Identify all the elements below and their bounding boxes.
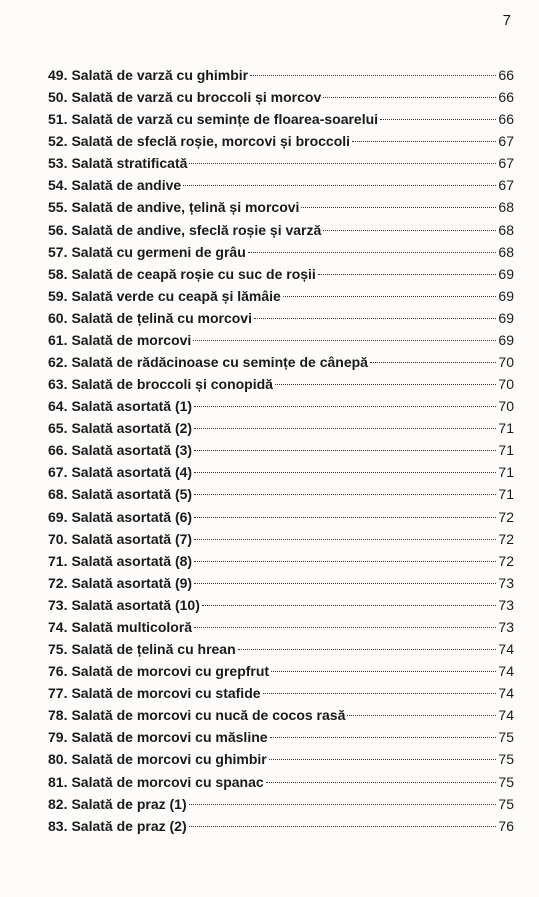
dot-leader bbox=[266, 782, 497, 783]
toc-entry-title: Salată asortată (10) bbox=[71, 596, 200, 613]
toc-entry-number: 57. bbox=[48, 243, 68, 260]
toc-entry-title: Salată de morcovi bbox=[71, 331, 192, 348]
toc-entry-page: 67 bbox=[498, 133, 514, 150]
toc-entry-page: 68 bbox=[498, 243, 514, 260]
toc-entry-page: 73 bbox=[498, 618, 514, 635]
toc-entry-title: Salată asortată (6) bbox=[71, 508, 193, 525]
dot-leader bbox=[271, 671, 496, 672]
toc-entry bbox=[48, 726, 514, 748]
toc-entry-number: 70. bbox=[48, 530, 68, 547]
toc-entry-title: Salată de praz (2) bbox=[71, 817, 187, 834]
toc-entry-page: 70 bbox=[498, 398, 514, 415]
toc-entry-number: 78. bbox=[48, 707, 68, 724]
dot-leader bbox=[194, 406, 496, 407]
dot-leader bbox=[352, 141, 496, 142]
toc-entry bbox=[48, 395, 514, 417]
toc-entry-number: 61. bbox=[48, 331, 68, 348]
toc-entry-page: 75 bbox=[498, 751, 514, 768]
toc-entry-number: 60. bbox=[48, 309, 68, 326]
toc-entry-title: Salată verde cu ceapă și lămâie bbox=[71, 287, 281, 304]
toc-entry bbox=[48, 528, 514, 550]
dot-leader bbox=[318, 274, 497, 275]
toc-entry-number: 71. bbox=[48, 552, 68, 569]
toc-entry-page: 69 bbox=[498, 265, 514, 282]
toc-entry-number: 80. bbox=[48, 751, 68, 768]
dot-leader bbox=[250, 75, 496, 76]
toc-entry-page: 73 bbox=[498, 596, 514, 613]
toc-entry-title: Salată asortată (2) bbox=[71, 420, 193, 437]
toc-entry-title: Salată stratificată bbox=[71, 155, 188, 172]
toc-entry bbox=[48, 86, 514, 108]
toc-entry-title: Salată asortată (7) bbox=[71, 530, 193, 547]
toc-entry bbox=[48, 682, 514, 704]
toc-entry-page: 70 bbox=[498, 354, 514, 371]
toc-entry bbox=[48, 660, 514, 682]
toc-entry-title: Salată asortată (4) bbox=[71, 464, 193, 481]
dot-leader bbox=[254, 318, 496, 319]
dot-leader bbox=[269, 759, 497, 760]
dot-leader bbox=[283, 296, 497, 297]
dot-leader bbox=[193, 340, 496, 341]
toc-entry-title: Salată de morcovi cu stafide bbox=[71, 685, 261, 702]
toc-entry bbox=[48, 439, 514, 461]
dot-leader bbox=[194, 539, 496, 540]
toc-entry-number: 69. bbox=[48, 508, 68, 525]
toc-entry bbox=[48, 241, 514, 263]
toc-entry-title: Salată de praz (1) bbox=[71, 795, 187, 812]
dot-leader bbox=[189, 163, 496, 164]
toc-entry-title: Salată de varză cu broccoli și morcov bbox=[71, 89, 322, 106]
toc-entry bbox=[48, 130, 514, 152]
toc-entry bbox=[48, 793, 514, 815]
toc-entry bbox=[48, 638, 514, 660]
toc-entry-page: 72 bbox=[498, 508, 514, 525]
toc-entry-title: Salată de varză cu ghimbir bbox=[71, 67, 249, 83]
dot-leader bbox=[194, 627, 496, 628]
dot-leader bbox=[194, 428, 496, 429]
dot-leader bbox=[323, 230, 496, 231]
toc-entry-title: Salată de andive, sfeclă roșie și varză bbox=[71, 221, 322, 238]
dot-leader bbox=[380, 119, 496, 120]
toc-entry bbox=[48, 152, 514, 174]
dot-leader bbox=[194, 450, 496, 451]
table-of-contents bbox=[48, 64, 514, 837]
dot-leader bbox=[270, 737, 497, 738]
toc-entry-page: 71 bbox=[498, 486, 514, 503]
dot-leader bbox=[194, 494, 496, 495]
toc-entry bbox=[48, 704, 514, 726]
toc-entry bbox=[48, 771, 514, 793]
toc-entry bbox=[48, 417, 514, 439]
dot-leader bbox=[347, 715, 496, 716]
toc-entry-title: Salată asortată (3) bbox=[71, 442, 193, 459]
toc-entry-page: 71 bbox=[498, 464, 514, 481]
toc-entry bbox=[48, 329, 514, 351]
toc-entry-title: Salată de andive bbox=[71, 177, 182, 194]
toc-entry-page: 74 bbox=[498, 641, 514, 658]
toc-entry-page: 68 bbox=[498, 199, 514, 216]
dot-leader bbox=[194, 583, 496, 584]
toc-entry-title: Salată asortată (5) bbox=[71, 486, 193, 503]
toc-entry bbox=[48, 594, 514, 616]
toc-entry-page: 72 bbox=[498, 530, 514, 547]
toc-entry bbox=[48, 219, 514, 241]
toc-entry-number: 52. bbox=[48, 133, 68, 150]
toc-entry-number: 74. bbox=[48, 618, 68, 635]
toc-entry-number: 68. bbox=[48, 486, 68, 503]
toc-entry-title: Salată asortată (9) bbox=[71, 574, 193, 591]
toc-entry-number: 62. bbox=[48, 354, 68, 371]
toc-entry-number: 49. bbox=[48, 67, 68, 83]
toc-entry-title: Salată cu germeni de grâu bbox=[71, 243, 246, 260]
toc-entry bbox=[48, 616, 514, 638]
toc-entry-number: 65. bbox=[48, 420, 68, 437]
toc-entry-page: 75 bbox=[498, 729, 514, 746]
toc-entry bbox=[48, 108, 514, 130]
toc-entry-number: 83. bbox=[48, 817, 68, 834]
toc-entry bbox=[48, 174, 514, 196]
toc-entry bbox=[48, 461, 514, 483]
toc-entry-number: 82. bbox=[48, 795, 68, 812]
toc-entry bbox=[48, 506, 514, 528]
toc-entry bbox=[48, 196, 514, 218]
toc-entry-number: 54. bbox=[48, 177, 68, 194]
dot-leader bbox=[301, 207, 496, 208]
toc-entry-number: 63. bbox=[48, 376, 68, 393]
toc-entry-page: 69 bbox=[498, 287, 514, 304]
dot-leader bbox=[189, 826, 497, 827]
toc-entry-page: 71 bbox=[498, 420, 514, 437]
toc-entry bbox=[48, 748, 514, 770]
dot-leader bbox=[275, 384, 496, 385]
toc-entry-page: 71 bbox=[498, 442, 514, 459]
toc-entry-title: Salată de morcovi cu măsline bbox=[71, 729, 268, 746]
toc-entry-number: 72. bbox=[48, 574, 68, 591]
toc-entry-title: Salată de ceapă roșie cu suc de roșii bbox=[71, 265, 316, 282]
toc-entry-number: 81. bbox=[48, 773, 68, 790]
toc-entry-number: 79. bbox=[48, 729, 68, 746]
toc-entry-title: Salată de varză cu semințe de floarea-soarelui bbox=[71, 111, 379, 128]
toc-entry-page: 67 bbox=[498, 177, 514, 194]
toc-entry-page: 69 bbox=[498, 309, 514, 326]
toc-entry-number: 73. bbox=[48, 596, 68, 613]
toc-entry-title: Salată de andive, țelină și morcovi bbox=[71, 199, 300, 216]
toc-entry-number: 56. bbox=[48, 221, 68, 238]
dot-leader bbox=[323, 97, 496, 98]
dot-leader bbox=[194, 517, 496, 518]
toc-entry bbox=[48, 572, 514, 594]
toc-entry-number: 59. bbox=[48, 287, 68, 304]
toc-entry-page: 66 bbox=[498, 67, 514, 83]
page-number: 7 bbox=[502, 12, 511, 29]
toc-entry-title: Salată de morcovi cu grepfrut bbox=[71, 663, 270, 680]
toc-entry-number: 58. bbox=[48, 265, 68, 282]
dot-leader bbox=[238, 649, 497, 650]
toc-entry-page: 66 bbox=[498, 111, 514, 128]
toc-entry-title: Salată de țelină cu hrean bbox=[71, 641, 236, 658]
toc-entry bbox=[48, 351, 514, 373]
toc-entry bbox=[48, 550, 514, 572]
dot-leader bbox=[263, 693, 497, 694]
toc-entry-page: 74 bbox=[498, 685, 514, 702]
toc-entry-number: 77. bbox=[48, 685, 68, 702]
toc-entry-title: Salată de sfeclă roșie, morcovi și broccoli bbox=[71, 133, 351, 150]
dot-leader bbox=[189, 804, 497, 805]
toc-entry-title: Salată multicoloră bbox=[71, 618, 193, 635]
dot-leader bbox=[183, 185, 496, 186]
toc-entry-page: 74 bbox=[498, 707, 514, 724]
toc-entry-number: 50. bbox=[48, 89, 68, 106]
toc-entry-page: 74 bbox=[498, 663, 514, 680]
toc-entry-page: 72 bbox=[498, 552, 514, 569]
toc-entry-number: 66. bbox=[48, 442, 68, 459]
toc-entry-page: 73 bbox=[498, 574, 514, 591]
toc-entry bbox=[48, 263, 514, 285]
toc-entry-number: 55. bbox=[48, 199, 68, 216]
dot-leader bbox=[202, 605, 497, 606]
dot-leader bbox=[194, 472, 496, 473]
toc-entry bbox=[48, 307, 514, 329]
toc-entry-page: 69 bbox=[498, 331, 514, 348]
toc-entry-number: 53. bbox=[48, 155, 68, 172]
dot-leader bbox=[370, 362, 496, 363]
toc-entry-title: Salată asortată (1) bbox=[71, 398, 193, 415]
toc-entry-page: 70 bbox=[498, 376, 514, 393]
toc-entry-title: Salată de țelină cu morcovi bbox=[71, 309, 252, 326]
toc-entry bbox=[48, 373, 514, 395]
toc-entry-number: 51. bbox=[48, 111, 68, 128]
dot-leader bbox=[194, 561, 496, 562]
toc-entry-title: Salată de morcovi cu nucă de cocos rasă bbox=[71, 707, 346, 724]
toc-entry-title: Salată de morcovi cu ghimbir bbox=[71, 751, 267, 768]
toc-entry-page: 66 bbox=[498, 89, 514, 106]
toc-entry-number: 75. bbox=[48, 641, 68, 658]
toc-entry-number: 64. bbox=[48, 398, 68, 415]
toc-entry-number: 67. bbox=[48, 464, 68, 481]
toc-entry-page: 68 bbox=[498, 221, 514, 238]
toc-entry-number: 76. bbox=[48, 663, 68, 680]
toc-entry-page: 67 bbox=[498, 155, 514, 172]
toc-entry-title: Salată asortată (8) bbox=[71, 552, 193, 569]
toc-entry bbox=[48, 815, 514, 837]
toc-entry-title: Salată de morcovi cu spanac bbox=[71, 773, 264, 790]
toc-entry-page: 75 bbox=[498, 795, 514, 812]
toc-entry bbox=[48, 483, 514, 505]
toc-entry bbox=[48, 285, 514, 307]
toc-entry-page: 76 bbox=[498, 817, 514, 834]
toc-entry-title: Salată de broccoli și conopidă bbox=[71, 376, 273, 393]
toc-entry bbox=[48, 64, 514, 86]
dot-leader bbox=[248, 252, 497, 253]
toc-entry-title: Salată de rădăcinoase cu semințe de cânepă bbox=[71, 354, 368, 371]
toc-entry-page: 75 bbox=[498, 773, 514, 790]
